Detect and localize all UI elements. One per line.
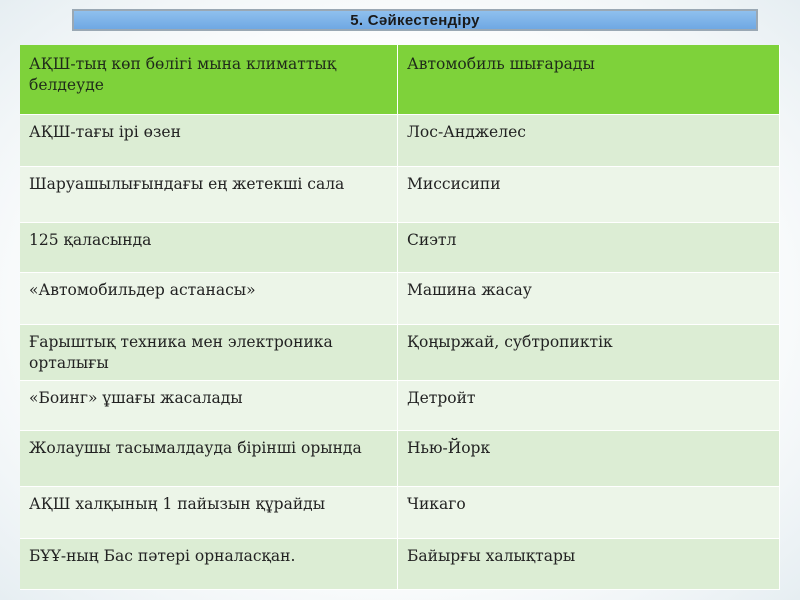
cell-right: Чикаго [398,487,780,539]
cell-right: Қоңыржай, субтропиктік [398,325,780,381]
cell-right: Миссисипи [398,167,780,223]
cell-left: Шаруашылығындағы ең жетекші сала [20,167,398,223]
cell-right: Машина жасау [398,273,780,325]
cell-right: Нью-Йорк [398,431,780,487]
cell-right: Сиэтл [398,223,780,273]
cell-right: Детройт [398,381,780,431]
cell-right: Байырғы халықтары [398,539,780,590]
page-title: 5. Сәйкестендіру [350,11,480,29]
cell-left: Ғарыштық техника мен электроника орталығы [20,325,398,381]
cell-left: «Автомобильдер астанасы» [20,273,398,325]
matching-table [20,45,780,590]
cell-left: Жолаушы тасымалдауда бірінші орында [20,431,398,487]
cell-right: Лос-Анджелес [398,115,780,167]
header-cell-right: Автомобиль шығарады [398,45,780,115]
header-cell-left: АҚШ-тың көп бөлігі мына климаттық белдеуде [20,45,398,115]
cell-left: АҚШ халқының 1 пайызын құрайды [20,487,398,539]
cell-left: АҚШ-тағы ірі өзен [20,115,398,167]
cell-left: «Боинг» ұшағы жасалады [20,381,398,431]
title-bar [72,9,758,31]
cell-left: 125 қаласында [20,223,398,273]
cell-left: БҰҰ-ның Бас пәтері орналасқан. [20,539,398,590]
